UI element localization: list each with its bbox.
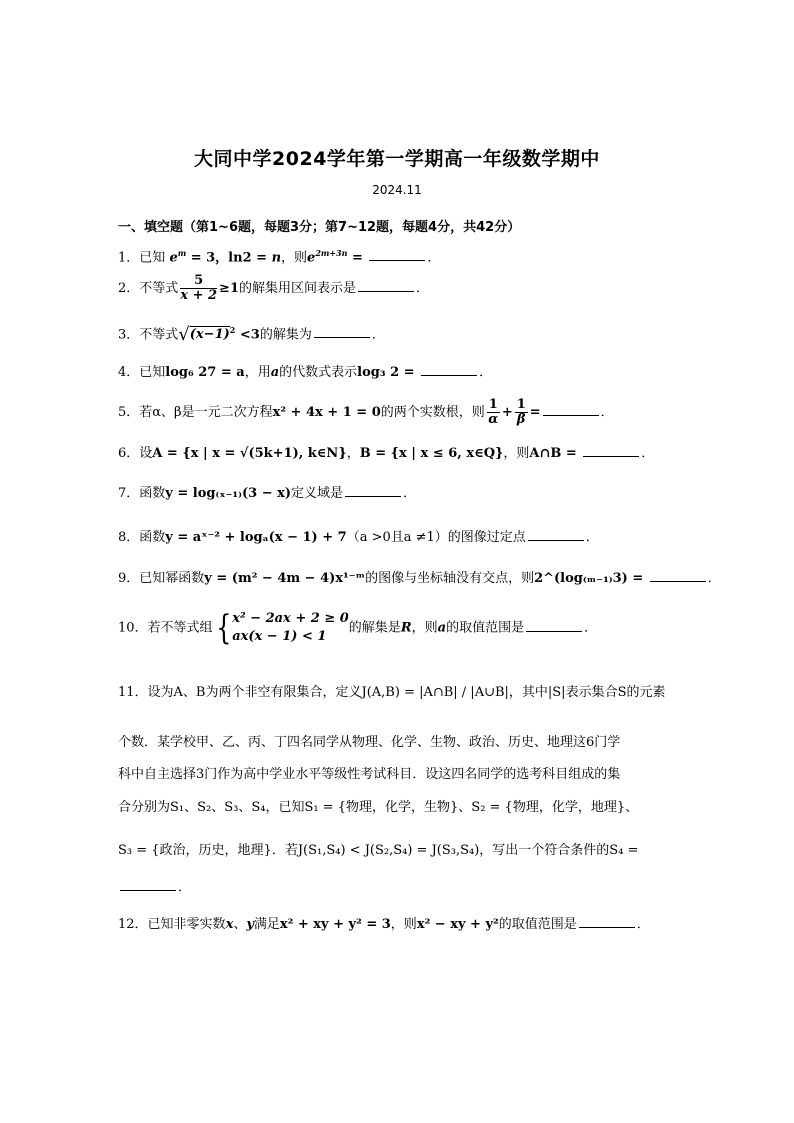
brace: { [215,608,231,648]
answer-blank [345,484,401,497]
section-heading: 一、填空题（第1~6题，每题3分；第7~12题，每题4分，共42分） [118,220,521,235]
exam-date: 2024.11 [372,183,422,197]
question-4: 4．已知log₆ 27 = a，用a的代数式表示log₃ 2 = ． [118,365,493,380]
question-10: 10．若不等式组{ x² − 2ax + 2 ≥ 0 ax(x − 1) < 1 的解集是R，则a的取值范围是 ． [118,608,598,648]
question-8: 8．函数y = aˣ⁻² + logₐ(x − 1) + 7（a >0且a ≠1）的图像过定点 ． [118,530,599,545]
question-5: 5．若α、β是一元二次方程x² + 4x + 1 = 0的两个实数根，则 $\frac{1}{\alpha}$ + $\frac{1}{\beta}$ = ． [118,397,614,427]
exam-title: 大同中学2024学年第一学期高一年级数学期中 [194,148,600,170]
answer-blank [120,878,176,891]
question-3: 3．不等式$√(x-1)^2 <3$的解集为 ． [118,323,385,345]
question-11-line-1: 11．设为A、B为两个非空有限集合，定义J(A,B) = |A∩B| / |A∪B|，其中|S|表示集合S的元素 [118,685,666,700]
answer-blank [543,403,599,416]
question-6: 6．设A = {x | x = √(5k+1), k∈N}，B = {x | x ≤ 6, x∈Q}，则A∩B = ． [118,446,655,461]
answer-blank [369,248,425,261]
question-7: 7．函数y = log₍ₓ₋₁₎(3 − x)定义域是 ． [118,486,417,501]
question-9: 9．已知幂函数y = (m² − 4m − 4)x¹⁻ᵐ的图像与坐标轴没有交点，则2^(log₍ₘ₋₁₎3) = ． [118,571,721,586]
question-11-line-3: 科中自主选择3门作为高中学业水平等级性考试科目．设这四名同学的选考科目组成的集 [118,767,621,782]
question-11-line-2: 个数．某学校甲、乙、丙、丁四名同学从物理、化学、生物、政治、历史、地理这6门学 [118,735,621,750]
question-2: 2．不等式 $\frac{5}{x + 2}$ ≥1的解集用区间表示是 ． [118,273,430,303]
fraction: $\frac{5}{x + 2}$ [180,273,218,303]
question-11-line-4: 合分别为S₁、S₂、S₃、S₄，已知S₁ = {物理，化学，生物}、S₂ = {物理，化学，地理}、 [118,800,639,815]
answer-blank [583,444,639,457]
answer-blank [579,915,635,928]
question-11-line-6: ． [118,878,678,898]
answer-blank [528,528,584,541]
answer-blank [358,279,414,292]
question-1: 1．已知 $e^m = 3$，ln2 = n，则$e^{2m+3n}$ = ． [118,248,441,266]
inequality-system: x² − 2ax + 2 ≥ 0 ax(x − 1) < 1 [232,611,349,644]
question-11-line-5: S₃ = {政治，历史，地理}．若J(S₁,S₄) < J(S₂,S₄) = J(S₃,S₄)，写出一个符合条件的S₄ = [118,843,639,858]
question-12: 12．已知非零实数x、y满足x² + xy + y² = 3，则x² − xy + y²的取值范围是 ． [118,917,650,932]
answer-blank [314,325,370,338]
answer-blank [650,569,706,582]
fraction: $\frac{1}{\alpha}$ [488,397,499,427]
answer-blank [421,363,477,376]
fraction: $\frac{1}{\beta}$ [516,397,526,427]
answer-blank [526,619,582,632]
